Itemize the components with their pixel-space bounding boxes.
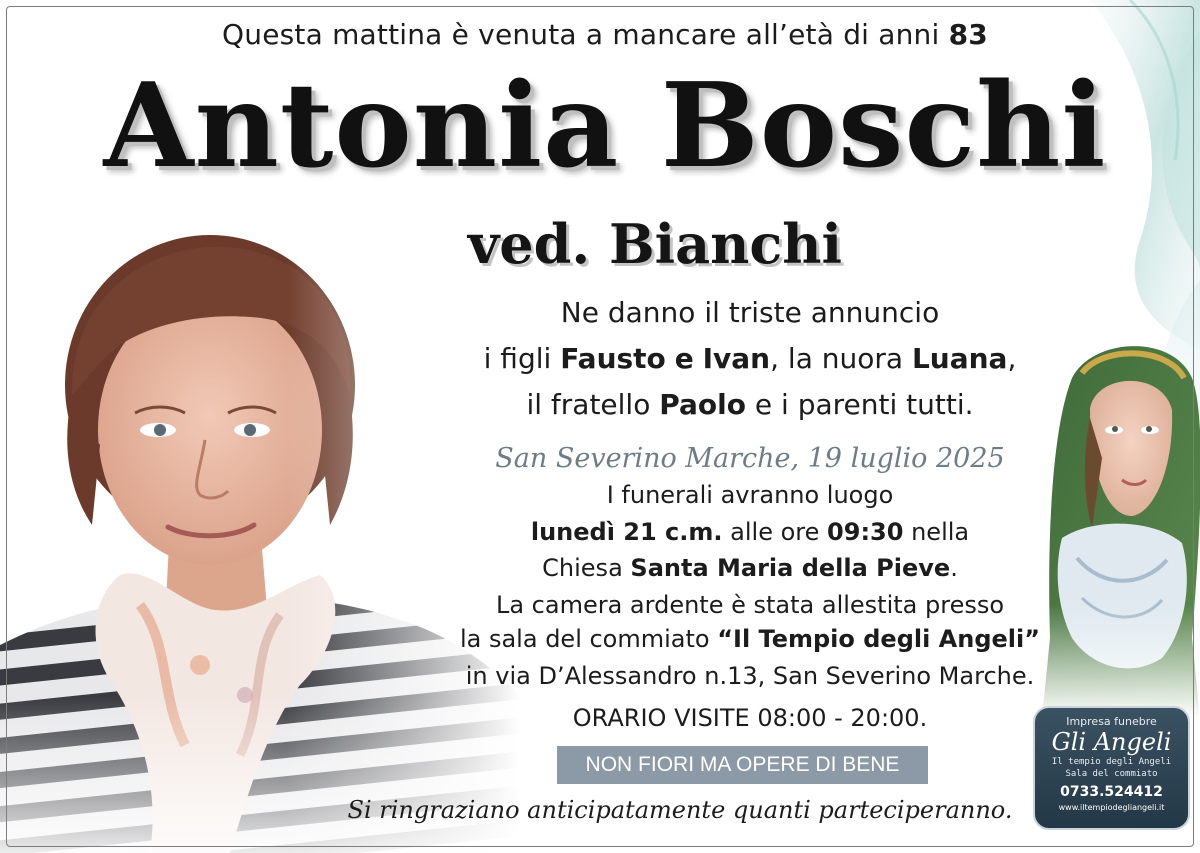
madonna-image	[1042, 338, 1200, 718]
funeral-line-3	[440, 554, 1060, 582]
child-name-2: Ivan	[702, 342, 771, 375]
chapel-line-2	[440, 625, 1060, 653]
announcement-line-2	[440, 342, 1060, 375]
daughter-in-law-name: Luana	[911, 342, 1008, 375]
funeral-home-sub1: Il tempio degli Angeli	[1051, 757, 1172, 767]
announcement-text: Ne danno il triste annuncio	[560, 296, 940, 329]
deceased-name: Antonia Boschi	[103, 58, 1107, 194]
funeral-line-2	[440, 518, 1060, 546]
announcement-line-3	[440, 388, 1060, 421]
church-name: Santa Maria della Pieve	[630, 554, 951, 582]
married-name: ved. Bianchi	[467, 212, 843, 276]
age: 83	[948, 18, 988, 51]
funeral-time: 09:30	[827, 518, 904, 546]
time-suffix: nella	[911, 518, 970, 546]
time-label: alle ore	[730, 518, 820, 546]
funeral-home-badge	[1033, 706, 1190, 830]
funeral-home-label: Impresa funebre	[1066, 715, 1157, 728]
children-label: i figli	[483, 342, 552, 375]
address-line: in via D’Alessandro n.13, San Severino Marche.	[465, 662, 1035, 690]
flowers-note: NON FIORI MA OPERE DI BENE	[557, 746, 928, 784]
funeral-home-website: www.iltempiodegliangeli.it	[1058, 803, 1165, 812]
intro-text: Questa mattina è venuta a mancare all’età di anni	[222, 18, 940, 51]
intro-line	[0, 18, 1200, 51]
funeral-home-sub2: Sala del commiato	[1065, 769, 1158, 779]
funeral-day: lunedì 21 c.m.	[530, 518, 723, 546]
church-label: Chiesa	[542, 554, 623, 582]
funeral-home-phone: 0733.524412	[1060, 784, 1163, 800]
brother-label: il fratello	[526, 388, 651, 421]
conjunction: e	[674, 342, 694, 375]
place-date: San Severino Marche, 19 luglio 2025	[495, 443, 1005, 474]
chapel-name: “Il Tempio degli Angeli”	[717, 625, 1041, 653]
chapel-line-1: La camera ardente è stata allestita presso	[495, 591, 1005, 619]
relatives-text: e i parenti tutti.	[754, 388, 974, 421]
child-name-1: Fausto	[560, 342, 666, 375]
thanks-line: Si ringraziano anticipatamente quanti parteciperanno.	[347, 796, 1013, 824]
brother-name: Paolo	[659, 388, 746, 421]
comma: ,	[1007, 342, 1017, 375]
chapel-label: la sala del commiato	[459, 625, 710, 653]
visiting-hours: ORARIO VISITE 08:00 - 20:00.	[572, 704, 928, 732]
funeral-home-name: Gli Angeli	[1051, 728, 1172, 756]
announcement-line-1	[440, 296, 1060, 329]
period: .	[950, 554, 958, 582]
funeral-line-1: I funerali avranno luogo	[606, 481, 894, 509]
daughter-in-law-label: , la nuora	[770, 342, 904, 375]
